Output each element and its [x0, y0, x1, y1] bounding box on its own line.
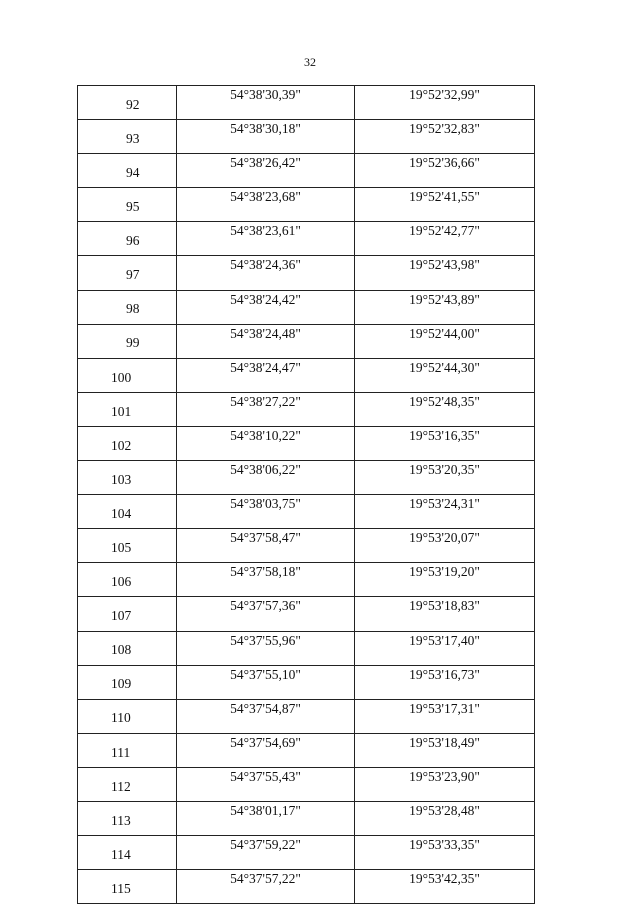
latitude-cell: 54°37'58,18" — [177, 563, 355, 597]
coordinates-table-body — [78, 86, 535, 904]
table-row — [78, 495, 535, 529]
longitude-cell: 19°52'44,30" — [355, 358, 535, 392]
longitude-cell: 19°53'17,31" — [355, 699, 535, 733]
table-row — [78, 120, 535, 154]
point-number-cell: 96 — [78, 222, 177, 256]
point-number-cell: 98 — [78, 290, 177, 324]
point-number-cell: 111 — [78, 733, 177, 767]
longitude-cell: 19°52'32,99" — [355, 86, 535, 120]
latitude-cell: 54°37'55,96" — [177, 631, 355, 665]
table-row — [78, 426, 535, 460]
longitude-cell: 19°53'19,20" — [355, 563, 535, 597]
latitude-cell: 54°38'23,61" — [177, 222, 355, 256]
table-row — [78, 461, 535, 495]
latitude-cell: 54°38'27,22" — [177, 392, 355, 426]
longitude-cell: 19°53'20,35" — [355, 461, 535, 495]
point-number-cell: 94 — [78, 154, 177, 188]
longitude-cell: 19°52'41,55" — [355, 188, 535, 222]
longitude-cell: 19°52'32,83" — [355, 120, 535, 154]
table-row — [78, 256, 535, 290]
point-number-cell: 112 — [78, 767, 177, 801]
point-number-cell: 107 — [78, 597, 177, 631]
table-row — [78, 358, 535, 392]
table-row — [78, 324, 535, 358]
point-number-cell: 92 — [78, 86, 177, 120]
point-number-cell: 100 — [78, 358, 177, 392]
latitude-cell: 54°38'03,75" — [177, 495, 355, 529]
table-row — [78, 290, 535, 324]
table-row — [78, 801, 535, 835]
table-row — [78, 665, 535, 699]
latitude-cell: 54°38'23,68" — [177, 188, 355, 222]
latitude-cell: 54°38'06,22" — [177, 461, 355, 495]
point-number-cell: 108 — [78, 631, 177, 665]
latitude-cell: 54°37'54,69" — [177, 733, 355, 767]
latitude-cell: 54°37'57,22" — [177, 870, 355, 904]
coordinates-table — [77, 85, 535, 904]
table-row — [78, 86, 535, 120]
latitude-cell: 54°38'26,42" — [177, 154, 355, 188]
longitude-cell: 19°52'48,35" — [355, 392, 535, 426]
table-row — [78, 870, 535, 904]
table-row — [78, 222, 535, 256]
latitude-cell: 54°38'24,42" — [177, 290, 355, 324]
point-number-cell: 104 — [78, 495, 177, 529]
point-number-cell: 105 — [78, 529, 177, 563]
longitude-cell: 19°53'42,35" — [355, 870, 535, 904]
latitude-cell: 54°38'30,18" — [177, 120, 355, 154]
point-number-cell: 106 — [78, 563, 177, 597]
longitude-cell: 19°53'23,90" — [355, 767, 535, 801]
longitude-cell: 19°52'36,66" — [355, 154, 535, 188]
table-row — [78, 392, 535, 426]
table-row — [78, 188, 535, 222]
point-number-cell: 93 — [78, 120, 177, 154]
point-number-cell: 115 — [78, 870, 177, 904]
latitude-cell: 54°38'30,39" — [177, 86, 355, 120]
latitude-cell: 54°37'58,47" — [177, 529, 355, 563]
table-row — [78, 563, 535, 597]
longitude-cell: 19°53'16,35" — [355, 426, 535, 460]
table-row — [78, 767, 535, 801]
longitude-cell: 19°52'43,98" — [355, 256, 535, 290]
point-number-cell: 114 — [78, 836, 177, 870]
latitude-cell: 54°37'54,87" — [177, 699, 355, 733]
point-number-cell: 113 — [78, 801, 177, 835]
latitude-cell: 54°37'57,36" — [177, 597, 355, 631]
table-row — [78, 733, 535, 767]
longitude-cell: 19°53'18,49" — [355, 733, 535, 767]
table-row — [78, 836, 535, 870]
table-row — [78, 529, 535, 563]
point-number-cell: 101 — [78, 392, 177, 426]
point-number-cell: 97 — [78, 256, 177, 290]
latitude-cell: 54°37'55,43" — [177, 767, 355, 801]
latitude-cell: 54°38'10,22" — [177, 426, 355, 460]
latitude-cell: 54°38'24,47" — [177, 358, 355, 392]
latitude-cell: 54°38'24,48" — [177, 324, 355, 358]
latitude-cell: 54°37'55,10" — [177, 665, 355, 699]
longitude-cell: 19°53'16,73" — [355, 665, 535, 699]
longitude-cell: 19°52'44,00" — [355, 324, 535, 358]
point-number-cell: 99 — [78, 324, 177, 358]
latitude-cell: 54°38'24,36" — [177, 256, 355, 290]
point-number-cell: 110 — [78, 699, 177, 733]
latitude-cell: 54°38'01,17" — [177, 801, 355, 835]
point-number-cell: 102 — [78, 426, 177, 460]
point-number-cell: 103 — [78, 461, 177, 495]
longitude-cell: 19°53'24,31" — [355, 495, 535, 529]
page-number: 32 — [304, 55, 316, 69]
point-number-cell: 109 — [78, 665, 177, 699]
latitude-cell: 54°37'59,22" — [177, 836, 355, 870]
longitude-cell: 19°52'43,89" — [355, 290, 535, 324]
point-number-cell: 95 — [78, 188, 177, 222]
table-row — [78, 699, 535, 733]
longitude-cell: 19°53'18,83" — [355, 597, 535, 631]
table-row — [78, 597, 535, 631]
longitude-cell: 19°53'20,07" — [355, 529, 535, 563]
longitude-cell: 19°52'42,77" — [355, 222, 535, 256]
longitude-cell: 19°53'28,48" — [355, 801, 535, 835]
longitude-cell: 19°53'33,35" — [355, 836, 535, 870]
table-row — [78, 154, 535, 188]
table-row — [78, 631, 535, 665]
longitude-cell: 19°53'17,40" — [355, 631, 535, 665]
